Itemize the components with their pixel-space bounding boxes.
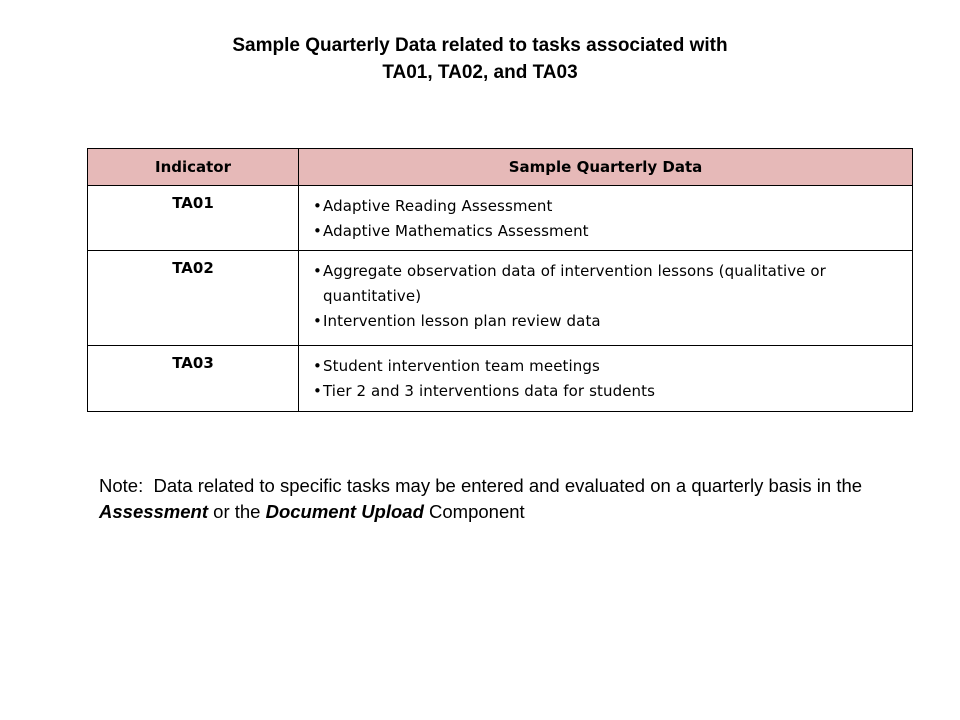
note-assessment-emphasis: Assessment — [99, 501, 209, 522]
bullet-list — [313, 354, 904, 404]
table-row — [88, 186, 913, 251]
header-sample-quarterly-data: Sample Quarterly Data — [299, 149, 913, 186]
list-item: • Adaptive Reading Assessment — [313, 194, 904, 219]
list-item: • Aggregate observation data of intervention lessons (qualitative or quantitative) — [313, 259, 904, 309]
table-row — [88, 346, 913, 412]
quarterly-data-table — [87, 148, 913, 412]
indicator-cell: TA03 — [88, 346, 299, 412]
note-suffix: Component — [423, 501, 525, 522]
list-item: • Intervention lesson plan review data — [313, 309, 904, 334]
list-item: • Adaptive Mathematics Assessment — [313, 219, 904, 244]
list-item: • Student intervention team meetings — [313, 354, 904, 379]
note-prefix: Note: Data related to specific tasks may be entered and evaluated on a quarterly basis in the — [99, 475, 868, 496]
data-cell — [299, 186, 913, 251]
note-middle: or the — [208, 501, 266, 522]
indicator-cell: TA02 — [88, 251, 299, 346]
title-line-1: Sample Quarterly Data related to tasks associated with — [232, 35, 728, 56]
note-document-upload-emphasis: Document Upload — [265, 501, 424, 522]
table-row — [88, 251, 913, 346]
bullet-list — [313, 194, 904, 244]
indicator-cell: TA01 — [88, 186, 299, 251]
bullet-list — [313, 259, 904, 334]
data-cell — [299, 346, 913, 412]
data-cell — [299, 251, 913, 346]
note-text — [99, 473, 899, 525]
header-indicator: Indicator — [88, 149, 299, 186]
title-line-2: TA01, TA02, and TA03 — [382, 62, 578, 83]
page-title — [0, 32, 960, 86]
list-item: • Tier 2 and 3 interventions data for students — [313, 379, 904, 404]
table-header-row — [88, 149, 913, 186]
